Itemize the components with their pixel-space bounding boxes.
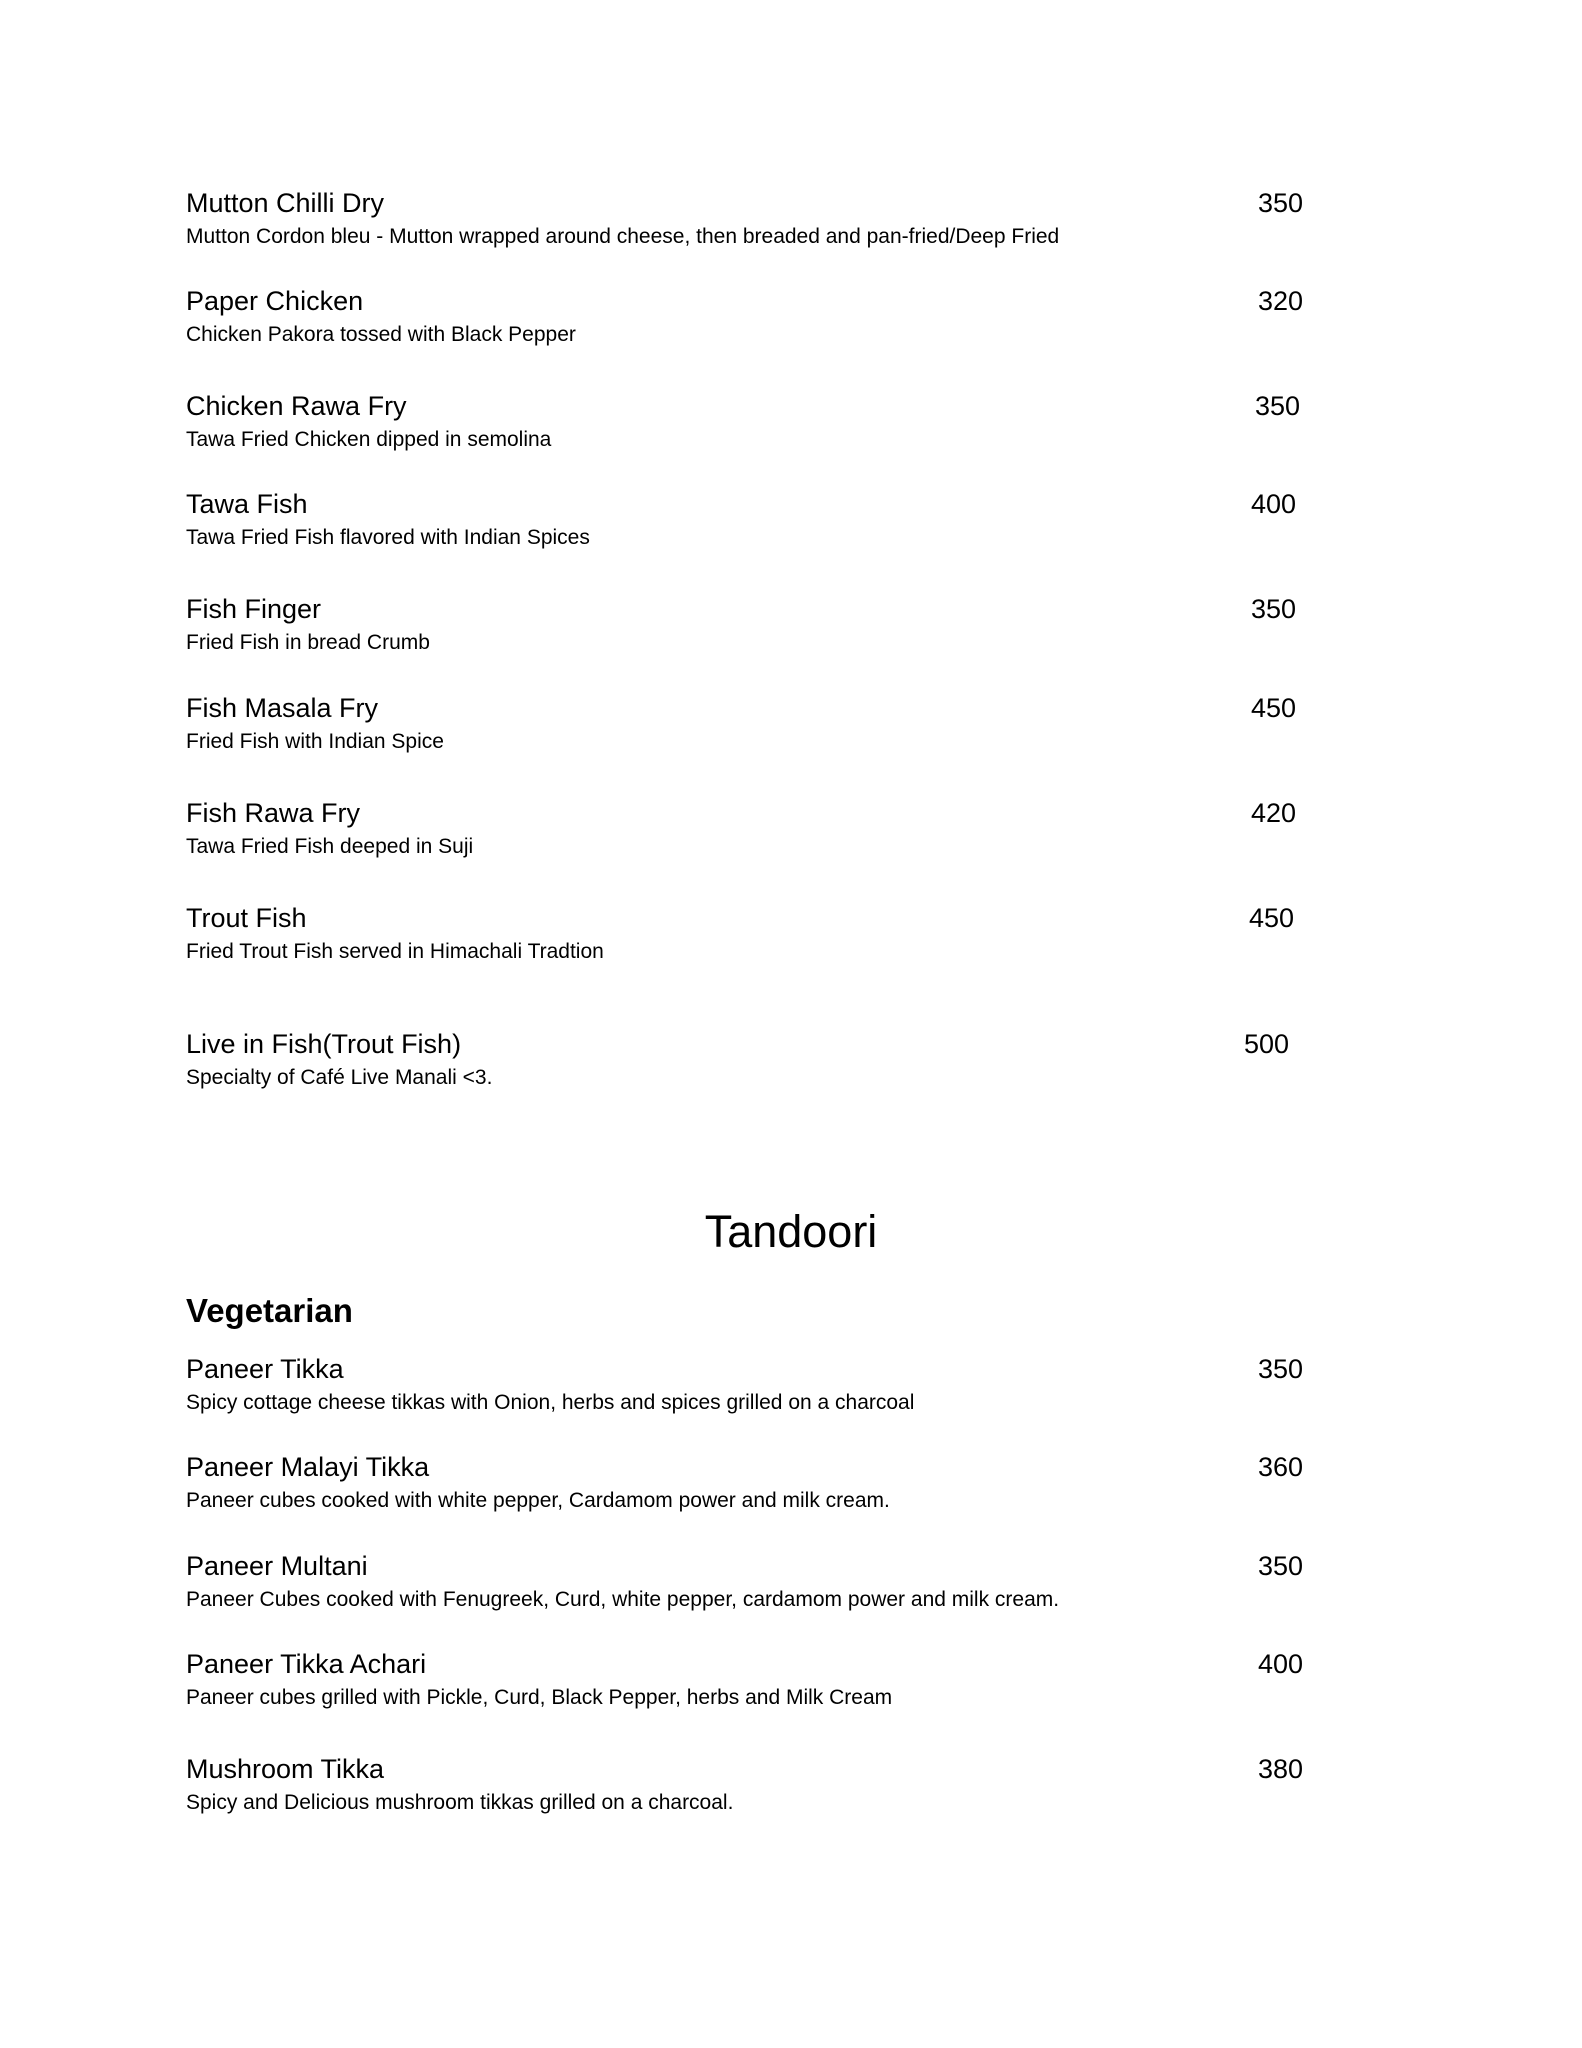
item-price: 380 (1258, 1754, 1304, 1784)
item-price: 400 (1251, 489, 1297, 519)
item-name: Paper Chicken (186, 286, 364, 316)
item-description: Spicy cottage cheese tikkas with Onion, herbs and spices grilled on a charcoal (186, 1391, 915, 1414)
item-name: Live in Fish(Trout Fish) (186, 1029, 462, 1059)
item-price: 400 (1258, 1649, 1304, 1679)
item-name: Paneer Multani (186, 1551, 368, 1581)
item-description: Paneer cubes cooked with white pepper, Cardamom power and milk cream. (186, 1489, 890, 1512)
item-name: Paneer Malayi Tikka (186, 1452, 430, 1482)
item-description: Chicken Pakora tossed with Black Pepper (186, 323, 576, 346)
section-title: Tandoori (704, 1206, 878, 1257)
item-description: Spicy and Delicious mushroom tikkas grilled on a charcoal. (186, 1791, 734, 1814)
item-price: 500 (1244, 1029, 1290, 1059)
item-description: Tawa Fried Fish flavored with Indian Spices (186, 526, 590, 549)
item-price: 350 (1251, 594, 1297, 624)
item-price: 420 (1251, 798, 1297, 828)
item-price: 350 (1258, 1551, 1304, 1581)
item-price: 350 (1258, 188, 1304, 218)
item-description: Paneer cubes grilled with Pickle, Curd, Black Pepper, herbs and Milk Cream (186, 1686, 893, 1709)
item-price: 350 (1255, 391, 1301, 421)
item-description: Paneer Cubes cooked with Fenugreek, Curd, white pepper, cardamom power and milk cream. (186, 1588, 1060, 1611)
item-price: 320 (1258, 286, 1304, 316)
item-description: Mutton Cordon bleu - Mutton wrapped around cheese, then breaded and pan-fried/Deep Fried (186, 225, 1060, 248)
subsection-title: Vegetarian (186, 1292, 353, 1329)
item-price: 450 (1249, 903, 1295, 933)
item-name: Trout Fish (186, 903, 307, 933)
item-name: Chicken Rawa Fry (186, 391, 407, 421)
item-description: Specialty of Café Live Manali <3. (186, 1066, 493, 1089)
item-name: Fish Masala Fry (186, 693, 379, 723)
item-description: Tawa Fried Chicken dipped in semolina (186, 428, 552, 451)
item-name: Paneer Tikka Achari (186, 1649, 427, 1679)
item-description: Fried Fish in bread Crumb (186, 631, 430, 654)
item-price: 360 (1258, 1452, 1304, 1482)
item-description: Tawa Fried Fish deeped in Suji (186, 835, 474, 858)
item-price: 350 (1258, 1354, 1304, 1384)
item-name: Mushroom Tikka (186, 1754, 385, 1784)
item-name: Tawa Fish (186, 489, 308, 519)
item-name: Fish Finger (186, 594, 322, 624)
item-name: Paneer Tikka (186, 1354, 344, 1384)
item-description: Fried Trout Fish served in Himachali Tradtion (186, 940, 604, 963)
item-description: Fried Fish with Indian Spice (186, 730, 444, 753)
item-price: 450 (1251, 693, 1297, 723)
item-name: Mutton Chilli Dry (186, 188, 385, 218)
item-name: Fish Rawa Fry (186, 798, 361, 828)
